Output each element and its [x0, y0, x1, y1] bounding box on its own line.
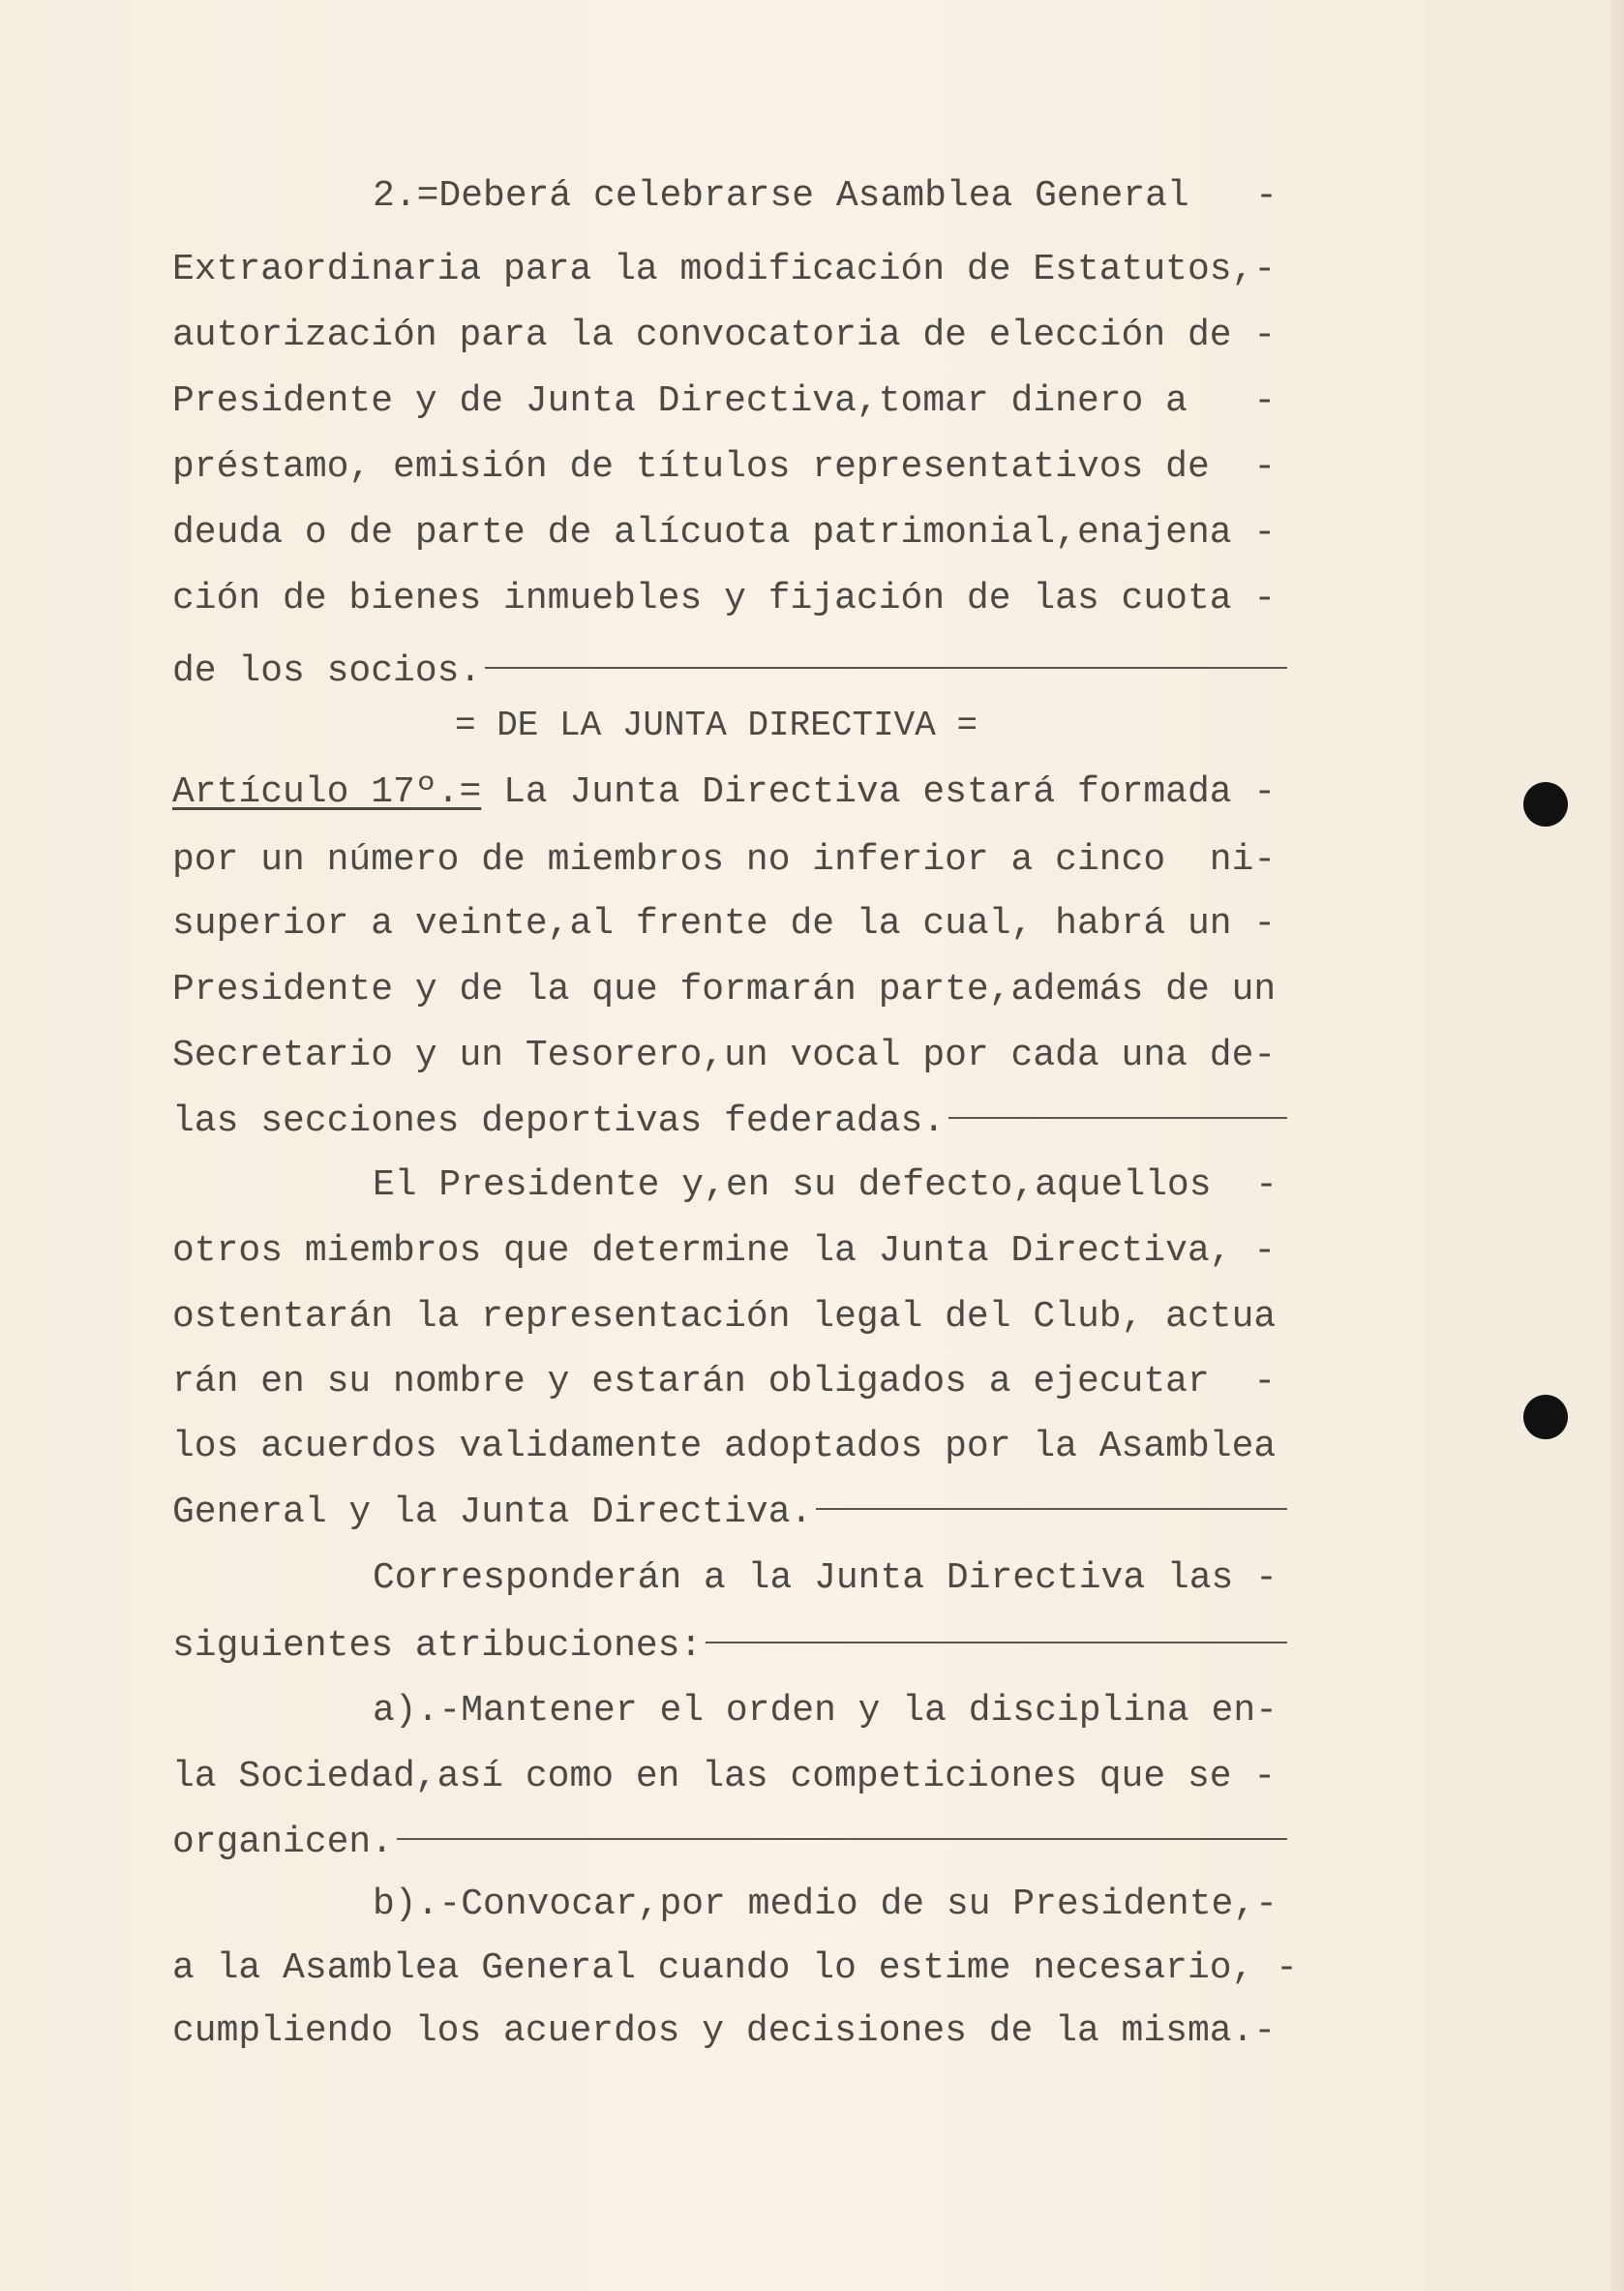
- text: la Sociedad,así como en las competiciones que se -: [172, 1756, 1277, 1797]
- text: los acuerdos validamente adoptados por la Asamblea: [172, 1426, 1277, 1467]
- text: siguientes atribuciones:: [172, 1625, 703, 1667]
- text-line: [172, 248, 1287, 292]
- punch-hole: [1523, 782, 1568, 827]
- text-line: [172, 902, 1287, 947]
- text: El Presidente y,en su defecto,aquellos -: [373, 1164, 1278, 1206]
- text-line: [373, 1163, 1287, 1208]
- text-line: [172, 2009, 1287, 2054]
- punch-hole: [1523, 1395, 1568, 1439]
- text-line: [172, 577, 1287, 621]
- text-line: [172, 445, 1287, 490]
- page-edge: [1610, 0, 1624, 2291]
- text-line: [373, 174, 1287, 219]
- text: b).-Convocar,por medio de su Presidente,-: [373, 1884, 1278, 1925]
- fill-rule: [706, 1642, 1287, 1643]
- section-heading: = DE LA JUNTA DIRECTIVA =: [455, 706, 978, 745]
- text: otros miembros que determine la Junta Directiva, -: [172, 1230, 1277, 1272]
- text: General y la Junta Directiva.: [172, 1492, 813, 1533]
- text: a la Asamblea General cuando lo estime necesario, -: [172, 1947, 1298, 1989]
- text: Secretario y un Tesorero,un vocal por cada una de-: [172, 1035, 1277, 1076]
- text-line: [172, 1295, 1287, 1340]
- text-line: [172, 1229, 1287, 1274]
- text-line: [172, 1034, 1287, 1078]
- text: deuda o de parte de alícuota patrimonial,enajena -: [172, 512, 1277, 554]
- article-first-line: [172, 770, 1287, 815]
- text: Corresponderán a la Junta Directiva las -: [373, 1557, 1278, 1599]
- text-line: [172, 1624, 1287, 1669]
- fill-rule: [485, 667, 1287, 669]
- text: por un número de miembros no inferior a cinco ni-: [172, 839, 1277, 881]
- text-line: [373, 1689, 1287, 1733]
- fill-rule: [948, 1117, 1287, 1119]
- text-line: [172, 1946, 1298, 1991]
- text: 2.=Deberá celebrarse Asamblea General -: [373, 175, 1278, 217]
- text-line: [172, 838, 1287, 883]
- text-line: [172, 1360, 1287, 1404]
- text: a).-Mantener el orden y la disciplina en-: [373, 1690, 1278, 1732]
- text: cumpliendo los acuerdos y decisiones de la misma.-: [172, 2010, 1277, 2052]
- text-line: [373, 1556, 1287, 1601]
- text: superior a veinte,al frente de la cual, habrá un -: [172, 903, 1277, 945]
- article-label: Artículo 17º.=: [172, 771, 482, 813]
- text-line: [172, 511, 1287, 556]
- text-line: [172, 968, 1287, 1012]
- text-line: [172, 1491, 1287, 1535]
- text: las secciones deportivas federadas.: [172, 1100, 946, 1142]
- text-line: [172, 1425, 1287, 1469]
- text-line: [172, 314, 1287, 358]
- text-line: [172, 379, 1287, 424]
- text: ción de bienes inmuebles y fijación de las cuota -: [172, 578, 1277, 619]
- text: Presidente y de Junta Directiva,tomar dinero a -: [172, 380, 1277, 422]
- text: La Junta Directiva estará formada -: [481, 771, 1277, 813]
- fill-rule: [816, 1508, 1287, 1510]
- text-line: [373, 1883, 1287, 1927]
- text: autorización para la convocatoria de elección de -: [172, 315, 1277, 356]
- text: de los socios.: [172, 650, 482, 692]
- text: préstamo, emisión de títulos representativos de -: [172, 446, 1277, 488]
- text-line: [172, 649, 1287, 694]
- text: ostentarán la representación legal del Club, actua: [172, 1296, 1277, 1338]
- text-line: [172, 1821, 1287, 1865]
- text-line: [172, 1100, 1287, 1144]
- text-line: [172, 1755, 1287, 1799]
- text: organicen.: [172, 1822, 394, 1863]
- text: Extraordinaria para la modificación de Estatutos,-: [172, 249, 1277, 290]
- text: Presidente y de la que formarán parte,además de un: [172, 969, 1277, 1010]
- text: rán en su nombre y estarán obligados a ejecutar -: [172, 1361, 1277, 1402]
- fill-rule: [397, 1838, 1287, 1840]
